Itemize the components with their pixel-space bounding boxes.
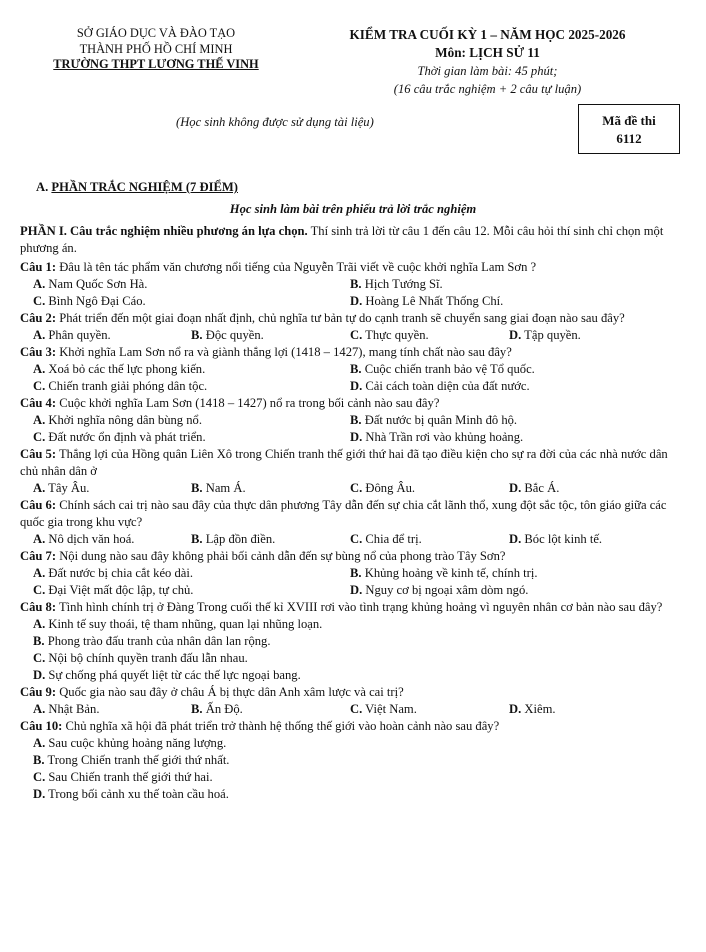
option-d: D. Bóc lột kinh tế. [509, 532, 603, 546]
exam-code-label: Mã đề thi [602, 113, 656, 128]
school-name: TRƯỜNG THPT LƯƠNG THẾ VINH [53, 57, 259, 71]
options-row [20, 565, 688, 582]
options-row [20, 531, 688, 548]
question-text: Khởi nghĩa Lam Sơn nổ ra và giành thắng lợi (1418 – 1427), mang tính chất nào sau đây? [56, 345, 512, 359]
question-number: Câu 1: [20, 260, 57, 274]
option-b: B. Độc quyền. [191, 328, 264, 342]
question-text: Nội dung nào sau đây không phải bối cảnh dẫn đến sự bùng nổ của phong trào Tây Sơn? [56, 549, 506, 563]
option-a: A. Sau cuộc khủng hoảng năng lượng. [33, 736, 227, 750]
option-b: B. Cuộc chiến tranh bảo vệ Tổ quốc. [350, 362, 535, 376]
option-a: A. Phân quyền. [33, 328, 111, 342]
options-row [20, 412, 688, 429]
option-d: D. Xiêm. [509, 702, 556, 716]
option-c: C. Bình Ngô Đại Cáo. [33, 294, 146, 308]
question-number: Câu 4: [20, 396, 57, 410]
options-row [20, 276, 688, 293]
options-row [20, 327, 688, 344]
option-c: C. Chiến tranh giải phóng dân tộc. [33, 379, 208, 393]
option-d: D. Hoàng Lê Nhất Thống Chí. [350, 294, 504, 308]
option-b: B. Phong trào đấu tranh của nhân dân lan rộng. [33, 634, 271, 648]
department-line: SỞ GIÁO DỤC VÀ ĐÀO TẠO [76, 26, 236, 40]
option-a: A. Xoá bỏ các thế lực phong kiến. [33, 362, 206, 376]
question [20, 497, 688, 531]
option-a: A. Khởi nghĩa nông dân bùng nổ. [33, 413, 202, 427]
option-c: C. Sau Chiến tranh thế giới thứ hai. [33, 770, 213, 784]
option-a: A. Nam Quốc Sơn Hà. [33, 277, 148, 291]
question-text: Quốc gia nào sau đây ở châu Á bị thực dân Anh xâm lược và cai trị? [56, 685, 404, 699]
option-d: D. Sự chống phá quyết liệt từ các thế lực ngoại bang. [33, 668, 301, 682]
question-text: Đâu là tên tác phẩm văn chương nổi tiếng của Nguyễn Trãi viết về cuộc khởi nghĩa Lam Sơn ? [56, 260, 537, 274]
question [20, 395, 688, 412]
exam-code-value: 6112 [616, 131, 642, 146]
question [20, 446, 688, 480]
options-row [20, 429, 688, 446]
part1-title: PHẦN I. Câu trắc nghiệm nhiều phương án lựa chọn. [20, 224, 308, 238]
option-b: B. Trong Chiến tranh thế giới thứ nhất. [33, 753, 230, 767]
option-d: D. Nhà Trần rơi vào khủng hoảng. [350, 430, 524, 444]
option-c: C. Đông Âu. [350, 481, 416, 495]
question-number: Câu 5: [20, 447, 57, 461]
header-right [305, 26, 670, 98]
question [20, 599, 688, 616]
option-c: C. Chia để trị. [350, 532, 422, 546]
question-text: Chính sách cai trị nào sau đây của thực dân phương Tây dẫn đến sự chia cắt lãnh thổ, xung đột sắc tộc, tôn giáo giữa các quốc gia trong khu vực? [20, 498, 667, 529]
option-b: B. Lập đồn điền. [191, 532, 276, 546]
question-text: Cuộc khởi nghĩa Lam Sơn (1418 – 1427) nổ ra trong bối cảnh nào sau đây? [56, 396, 440, 410]
exam-subject: Môn: LỊCH SỬ 11 [435, 45, 540, 60]
question-number: Câu 2: [20, 311, 57, 325]
option-b: B. Nam Á. [191, 481, 246, 495]
options-row [20, 378, 688, 395]
option-b: B. Đất nước bị quân Minh đô hộ. [350, 413, 518, 427]
options-row [20, 582, 688, 599]
header-left [36, 26, 276, 73]
question-number: Câu 7: [20, 549, 57, 563]
question-text: Chủ nghĩa xã hội đã phát triển trở thành hệ thống thế giới vào hoàn cảnh nào sau đây? [62, 719, 500, 733]
options-row [20, 701, 688, 718]
option-a: A. Nô dịch văn hoá. [33, 532, 135, 546]
question [20, 718, 688, 735]
option-b: B. Khủng hoảng về kinh tế, chính trị. [350, 566, 538, 580]
questions-area [20, 223, 688, 803]
exam-time: Thời gian làm bài: 45 phút; [417, 64, 558, 78]
city-line: THÀNH PHỐ HỒ CHÍ MINH [79, 41, 233, 56]
section-title: PHẦN TRẮC NGHIỆM (7 ĐIỂM) [51, 180, 238, 194]
question [20, 344, 688, 361]
option-d: D. Cải cách toàn diện của đất nước. [350, 379, 530, 393]
question [20, 310, 688, 327]
option-b: B. Hịch Tướng Sĩ. [350, 277, 443, 291]
question-text: Phát triển đến một giai đoạn nhất định, chủ nghĩa tư bản tự do cạnh tranh sẽ chuyển sang giai đoạn nào sau đây? [56, 311, 625, 325]
no-materials-note: (Học sinh không được sử dụng tài liệu) [176, 115, 374, 129]
question-number: Câu 9: [20, 685, 57, 699]
option-a: A. Kinh tế suy thoái, tệ tham nhũng, quan lại nhũng loạn. [33, 617, 323, 631]
option-d: D. Trong bối cảnh xu thế toàn cầu hoá. [33, 787, 229, 801]
question [20, 259, 688, 276]
option-c: C. Nội bộ chính quyền tranh đấu lẫn nhau. [33, 651, 248, 665]
question-number: Câu 6: [20, 498, 57, 512]
option-c: C. Đất nước ổn định và phát triển. [33, 430, 206, 444]
option-c: C. Việt Nam. [350, 702, 417, 716]
exam-code-box [578, 104, 680, 154]
question-number: Câu 8: [20, 600, 57, 614]
exam-title: KIỂM TRA CUỐI KỲ 1 – NĂM HỌC 2025-2026 [349, 27, 626, 42]
option-b: B. Ấn Độ. [191, 702, 243, 716]
answer-sheet-instruction: Học sinh làm bài trên phiếu trả lời trắc nghiệm [229, 202, 477, 216]
options-row [20, 480, 688, 497]
section-prefix: A. [36, 180, 52, 194]
part1-intro [20, 223, 688, 257]
option-a: A. Nhật Bản. [33, 702, 100, 716]
question [20, 684, 688, 701]
options-row [20, 361, 688, 378]
option-c: C. Đại Việt mất độc lập, tự chủ. [33, 583, 194, 597]
question [20, 548, 688, 565]
option-d: D. Nguy cơ bị ngoại xâm dòm ngó. [350, 583, 529, 597]
question-number: Câu 10: [20, 719, 63, 733]
section-heading [36, 179, 238, 196]
option-d: D. Tập quyền. [509, 328, 581, 342]
exam-format: (16 câu trắc nghiệm + 2 câu tự luận) [393, 82, 582, 96]
question-text: Tình hình chính trị ở Đàng Trong cuối thế kỉ XVIII rơi vào tình trạng khủng hoảng vì nguyên nhân cơ bản nào sau đây? [56, 600, 663, 614]
question-number: Câu 3: [20, 345, 57, 359]
option-d: D. Bắc Á. [509, 481, 560, 495]
question-text: Thắng lợi của Hồng quân Liên Xô trong Chiến tranh thế giới thứ hai đã tạo điều kiện cho sự ra đời của các nhà nước dân chủ nhân dân ở [20, 447, 668, 478]
option-a: A. Tây Âu. [33, 481, 90, 495]
option-a: A. Đất nước bị chia cắt kéo dài. [33, 566, 194, 580]
option-c: C. Thực quyền. [350, 328, 429, 342]
part1-text: Thí sinh trả lời từ câu 1 đến câu 12. Mỗi câu hỏi thí sinh chỉ chọn một phương án. [20, 224, 664, 255]
options-row [20, 293, 688, 310]
